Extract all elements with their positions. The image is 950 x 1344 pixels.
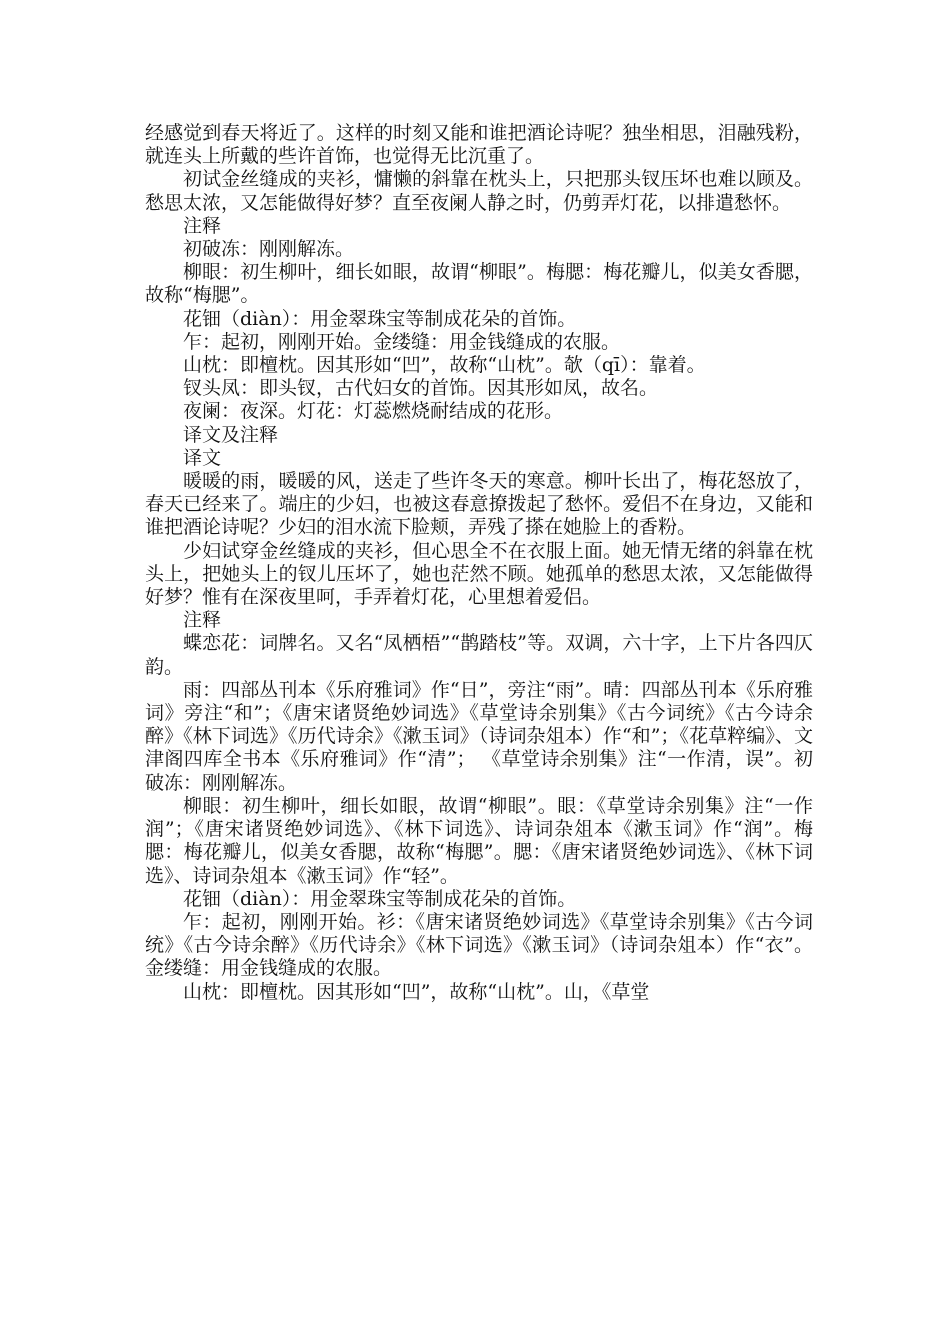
paragraph-translation-end: 经感觉到春天将近了。这样的时刻又能和谁把酒论诗呢？独坐相思，泪融残粉，就连头上所戴的些许首饰，也觉得无比沉重了。 — [145, 122, 813, 168]
note-item: 柳眼：初生柳叶，细长如眼，故谓“柳眼”。眼：《草堂诗余别集》注“一作润”；《唐宋诸贤绝妙词选》、《林下词选》、诗词杂俎本《漱玉词》作“润”。梅腮：梅花瓣儿，似美女香腮，故称“梅腮”。腮：《唐宋诸贤绝妙词选》、《林下词选》、诗词杂俎本《漱玉词》作“轻”。 — [145, 794, 813, 887]
note-item: 雨：四部丛刊本《乐府雅词》作“日”，旁注“雨”。晴：四部丛刊本《乐府雅词》旁注“和”；《唐宋诸贤绝妙词选》《草堂诗余别集》《古今词统》《古今诗余醉》《林下词选》《历代诗余》《漱玉词》（诗词杂俎本）作“和”；《花草粹编》、文津阁四库全书本《乐府雅词》作“清”； 《草堂诗余别集》注“一作清，误”。初破冻：刚刚解冻。 — [145, 678, 813, 794]
note-item: 初破冻：刚刚解冻。 — [183, 238, 355, 261]
document-page — [145, 122, 813, 1004]
note-item: 山枕：即檀枕。因其形如“凹”，故称“山枕”。山，《草堂 — [183, 980, 650, 1003]
section-heading-notes: 注释 — [183, 214, 222, 237]
note-item: 蝶恋花：词牌名。又名“凤栖梧”“鹊踏枝”等。双调，六十字，上下片各四仄韵。 — [145, 632, 813, 678]
paragraph-translation-second-stanza: 少妇试穿金丝缝成的夹衫，但心思全不在衣服上面。她无情无绪的斜靠在枕头上，把她头上的钗儿压坏了，她也茫然不顾。她孤单的愁思太浓，又怎能做得好梦？惟有在深夜里呵，手弄着灯花，心里想着爱侣。 — [145, 539, 813, 609]
note-item: 钗头凤：即头钗，古代妇女的首饰。因其形如凤，故名。 — [183, 377, 659, 400]
note-item: 乍：起初，刚刚开始。金缕缝：用金钱缝成的农服。 — [183, 330, 621, 353]
note-item: 柳眼：初生柳叶，细长如眼，故谓“柳眼”。梅腮：梅花瓣儿，似美女香腮，故称“梅腮”。 — [145, 261, 813, 307]
note-item: 山枕：即檀枕。因其形如“凹”，故称“山枕”。欹（qī）：靠着。 — [183, 354, 706, 377]
note-item: 花钿（diàn）：用金翠珠宝等制成花朵的首饰。 — [183, 307, 577, 330]
paragraph-translation-second-stanza: 初试金丝缝成的夹衫，慵懒的斜靠在枕头上，只把那头钗压坏也难以顾及。愁思太浓，又怎能做得好梦？直至夜阑人静之时，仍剪弄灯花，以排遣愁怀。 — [145, 168, 813, 214]
note-item: 夜阑：夜深。灯花：灯蕊燃烧耐结成的花形。 — [183, 400, 564, 423]
note-item: 花钿（diàn）：用金翠珠宝等制成花朵的首饰。 — [183, 887, 577, 910]
note-item: 乍：起初，刚刚开始。衫：《唐宋诸贤绝妙词选》《草堂诗余别集》《古今词统》《古今诗余醉》《历代诗余》《林下词选》《漱玉词》（诗词杂俎本）作“衣”。金缕缝：用金钱缝成的农服。 — [145, 910, 813, 980]
section-heading-translation-and-notes: 译文及注释 — [183, 423, 279, 446]
section-heading-translation: 译文 — [183, 446, 222, 469]
section-heading-notes: 注释 — [183, 609, 222, 632]
paragraph-translation-first-stanza: 暖暖的雨，暖暖的风，送走了些许冬天的寒意。柳叶长出了，梅花怒放了，春天已经来了。端庄的少妇，也被这春意撩拨起了愁怀。爱侣不在身边，又能和谁把酒论诗呢？少妇的泪水流下脸颊，弄残了搽在她脸上的香粉。 — [145, 470, 813, 539]
